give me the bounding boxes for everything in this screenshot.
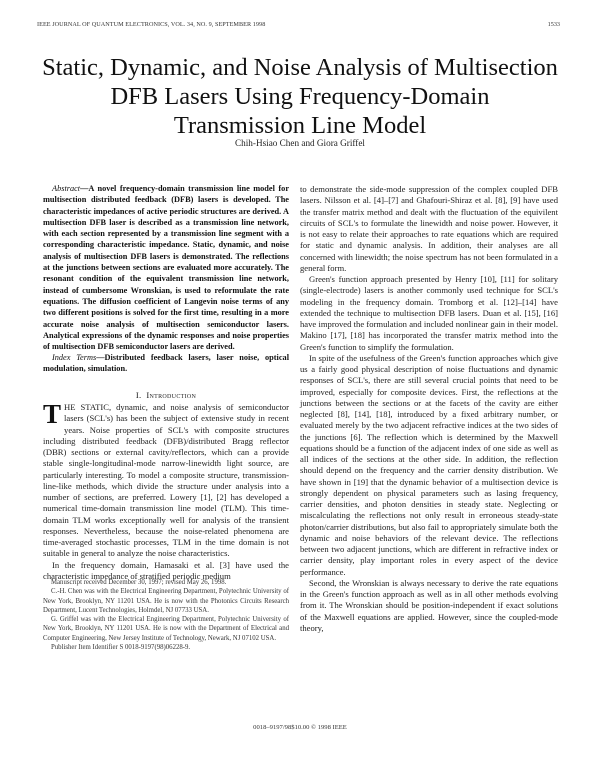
section-heading — [43, 390, 289, 400]
section-title: Introduction — [146, 390, 197, 400]
right-paragraph-3: In spite of the usefulness of the Green's function approaches which give us a fairly good physical description of noise fluctuations and dynamic responses of SCL's, there are still several crucial points that need to be improved, especially for composite devices. First, the reflections at the junctions between the sections or at the facets of the cavity are either neglected [8], [14], [18], introduced by a fixed arbitrary number, or evaluated merely by the two adjacent refractive indices at the two sides of the junctions [6]. The reflection which is determined by the Maxwell equations should be a function of the adjacent index of one side as well as all indices of the sections at the other side. In addition, the reflection should depend on the frequency and the carrier density distribution. We have shown in [19] that the dynamic behavior of a multisection device is strongly dependent on physical parameters such as lasing frequency, carrier densities, and photon densities in steady state. Neglecting or miscalculating the reflections not only result in erroneous steady-state photon/carrier distributions, but also fail to appropriately simulate both the dynamic and noise behaviors of the relevant device. The reflections between two adjacent junctions, which are different in refractive index or carrier density, play important roles in every aspect of the device performance. — [300, 352, 558, 577]
index-terms-label: Index Terms — [52, 353, 97, 362]
abstract-label: Abstract — [52, 184, 81, 193]
right-column — [300, 184, 558, 634]
page-number: 1533 — [547, 21, 560, 28]
intro-paragraph-2: In the frequency domain, Hamasaki et al. [3] have used the characteristic impedance of stratified periodic medium — [43, 559, 289, 581]
footnote-griffel: G. Griffel was with the Electrical Engineering Department, Polytechnic University of New York, Brooklyn, NY 11201 USA. He is now with the Department of Electrical and Computer Engineering, New Jersey Institute of Technology, Newark, NJ 07102 USA. — [43, 616, 289, 642]
copyright-line: 0018–9197/98$10.00 © 1998 IEEE — [253, 724, 347, 731]
right-paragraph-2: Green's function approach presented by Henry [10], [11] for solitary (single-electrode) lasers is another commonly used technique for SCL's modeling in the frequency domain. Tromborg et al. [12]–[14] have extended the technique to multisection DFB lasers. Duan et al. [15], [16] have improved the formulation and included nonlinear gain in their model. Makino [17], [18] has incorporated the transfer matrix method into the Green's function to simplify the formulation. — [300, 274, 558, 352]
intro-p1-text: HE STATIC, dynamic, and noise analysis of semiconductor lasers (SCL's) has been the subject of extensive study in recent years. Noise properties of SCL's with composite structures including distributed feedback (DFB)/distributed Bragg reflector (DBR) sections or external cavity/reflectors, which can a provide stable single-longitudinal-mode narrow-linewidth light source, are particularly interesting. To model a composite structure, transmission-line-like methods, which divide the structure under analysis into a number of sections, are preferred. Lowery [1], [2] has developed a numerical time-domain transmission line model (TLM). This time-domain TLM works exceptionally well for analysis of the transient responses. Nevertheless, because the noise-related phenomena are time-averaged stochastic processes, TLM in the time domain is not suitable in general to analyze the noise characteristics. — [43, 402, 289, 559]
section-number: I. — [135, 390, 142, 400]
footnote-chen: C.-H. Chen was with the Electrical Engineering Department, Polytechnic University of New York, Brooklyn, NY 11201 USA. He is now with the Photonics Circuits Research Department, Lucent Technologies, Holmdel, NJ 07733 USA. — [43, 588, 289, 614]
running-head: IEEE JOURNAL OF QUANTUM ELECTRONICS, VOL. 34, NO. 9, SEPTEMBER 1998 — [37, 21, 266, 28]
intro-paragraph-1 — [43, 399, 289, 560]
abstract — [43, 183, 289, 352]
authors: Chih-Hsiao Chen and Giora Griffel — [235, 138, 365, 148]
title-line-2: DFB Lasers Using Frequency-Domain — [110, 83, 490, 110]
drop-cap: T — [43, 399, 62, 429]
footnote-received: Manuscript received December 30, 1997; revised May 26, 1998. — [51, 579, 227, 586]
title-line-1: Static, Dynamic, and Noise Analysis of Multisection — [42, 54, 558, 81]
introduction-text — [43, 399, 289, 582]
right-paragraph-4: Second, the Wronskian is always necessary to derive the rate equations in the Green's function approach as well as in all other methods evolving from it. The Wronskian should be position-independent if exact solutions of the Maxwell equations are applied. However, since the coupled-mode theory, — [300, 577, 558, 633]
index-terms-paragraph — [43, 352, 289, 375]
index-terms — [43, 352, 289, 375]
title-line-3: Transmission Line Model — [173, 112, 427, 139]
footnote-pii: Publisher Item Identifier S 0018-9197(98)06228-9. — [51, 644, 191, 652]
index-terms-text: —Distributed feedback lasers, laser noise, optical modulation, simulation. — [43, 353, 289, 374]
paper-title — [0, 53, 600, 140]
footnotes — [43, 578, 289, 652]
right-paragraph-1: to demonstrate the side-mode suppression of the complex coupled DFB lasers. Nilsson et al. [4]–[7] and Ghafouri-Shiraz et al. [8], [9] have used the transfer matrix method and dealt with the fluctuation of the equivilent circuits of SCL's to formulate the linewidth and noise power. However, it is not easy to relate their approaches to rate equations which are required for static and dynamic analysis. In addition, their analyses are all concerned with linewidth; the noise spectrum has not been formulated in a general form. — [300, 184, 558, 273]
abstract-text: —A novel frequency-domain transmission line model for multisection distributed feedback (DFB) lasers is developed. The characteristic impedances of active periodic structures are derived. A multisection DFB laser is described as a transmission line network, with each section represented by a transmission line segment with a corresponding characteristic impedance. Static, dynamic, and noise analysis of multisection DFB lasers is demonstrated. The reflections at the junctions between sections are evaluated more accurately. The resonant condition of the equivalent transmission line network, instead of cumbersome Wronskian, is used to reformulate the rate equations. The diffusion coefficient of Langevin noise terms of any two different positions is solved for the first time, resulting in a more accurate noise analysis of multisection semiconductor lasers. Analytical expressions of the dynamic responses and noise properties of multisection DFB semiconductor lasers are derived. — [43, 184, 289, 352]
abstract-paragraph — [43, 183, 289, 352]
